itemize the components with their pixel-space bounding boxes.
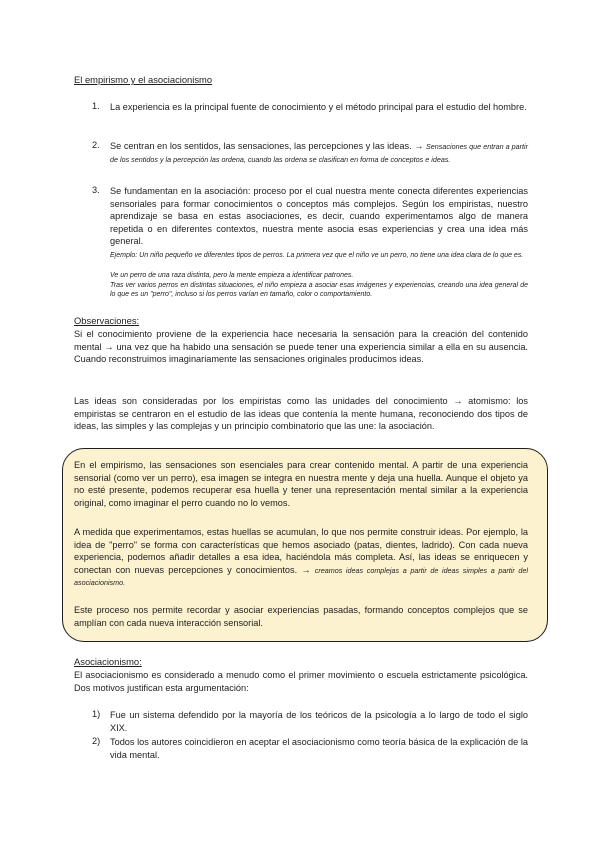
list-item-note: Sensaciones que entran a partir de los sentidos y la percepción las ordena, cuando las ordena se clasifican en forma de conceptos e ideas. xyxy=(110,142,529,164)
section-title-asociacionismo: Asociacionismo: xyxy=(74,656,142,667)
example-2: Ve un perro de una raza distinta, pero la mente empieza a identificar patrones. xyxy=(110,272,354,279)
box-para-2-note: creamos ideas complejas a partir de ideas simples a partir del asociacionismo. xyxy=(74,565,528,588)
observaciones-para-1: Si el conocimiento proviene de la experiencia hace necesaria la sensación para la creación del contenido mental → una vez que ha habido una sensación se puede tener una experiencia similar a ella en su ausencia. Cuando reconstruimos imaginariamente las sensaciones originales producimos ideas. xyxy=(74,329,528,365)
observaciones-para-2: Las ideas son consideradas por los empiristas como las unidades del conocimiento → atomismo: los empiristas se centraron en el estudio de las ideas que contenía la mente humana, reconociendo dos tipos de ideas, las simples y las complejas y un principio combinatorio que las une: la asociación. xyxy=(74,396,528,432)
list-number: 2) xyxy=(92,736,101,746)
list-number: 1. xyxy=(92,101,100,111)
list-number: 1) xyxy=(92,709,101,719)
example-3: Tras ver varios perros en distintas situaciones, el niño empieza a asociar esas imágenes y experiencias, creando una idea general de lo que es un "perro", incluso si los perros varían en tamaño, color o comportamiento. xyxy=(110,282,528,299)
section-title-empirismo: El empirismo y el asociacionismo xyxy=(74,74,213,85)
box-para-2 xyxy=(74,526,528,589)
list-item-3: Se fundamentan en la asociación: proceso por el cual nuestra mente conecta diferentes experiencias sensoriales para formar conocimientos o conceptos más complejos. Según los empiristas, nuestro aprendizaje se basa en estas asociaciones, es decir, cuando experimentamos algo de manera repetida o en diferentes contextos, nuestra mente asocia esas experiencias y crea una idea más general. xyxy=(110,186,528,247)
list-item-2 xyxy=(110,140,528,165)
list-item-text: Se centran en los sentidos, las sensaciones, las percepciones y las ideas. → xyxy=(110,141,424,151)
section-title-observaciones: Observaciones: xyxy=(74,315,140,326)
asociacionismo-item-1: Fue un sistema defendido por la mayoría de los teóricos de la psicología a lo largo de todo el siglo XIX. xyxy=(110,710,528,733)
asociacionismo-item-2: Todos los autores coincidieron en aceptar el asociacionismo como teoría básica de la explicación de la vida mental. xyxy=(110,737,528,760)
asociacionismo-intro: El asociacionismo es considerado a menudo como el primer movimiento o escuela estrictamente psicológica. Dos motivos justifican esta argumentación: xyxy=(74,670,528,693)
list-number: 2. xyxy=(92,140,100,150)
box-para-1: En el empirismo, las sensaciones son esenciales para crear contenido mental. A partir de una experiencia sensorial (como ver un perro), esa imagen se integra en nuestra mente y deja una huella. Aunque el objeto ya no esté presente, podemos recuperar esa huella y tener una representación mental similar a la experiencia original, como imaginar el perro cuando no lo vemos. xyxy=(74,460,528,508)
example-1: Ejemplo: Un niño pequeño ve diferentes tipos de perros. La primera vez que el niño ve un perro, no tiene una idea clara de lo que es. xyxy=(110,252,524,259)
list-number: 3. xyxy=(92,185,100,195)
box-para-3: Este proceso nos permite recordar y asociar experiencias pasadas, formando conceptos complejos que se amplían con cada nueva interacción sensorial. xyxy=(74,605,528,628)
box-para-2-text: A medida que experimentamos, estas huellas se acumulan, lo que nos permite construir ideas. Por ejemplo, la idea de "perro" se forma con características que hemos asociado (patas, dientes, ladrido). Con cada nueva experiencia, podemos añadir detalles a esa idea, haciéndola más completa. Así, las ideas se enriquecen y conectan con nuevas percepciones y conocimientos. → xyxy=(74,527,528,575)
list-item-1: La experiencia es la principal fuente de conocimiento y el método principal para el estudio del hombre. xyxy=(110,102,527,112)
